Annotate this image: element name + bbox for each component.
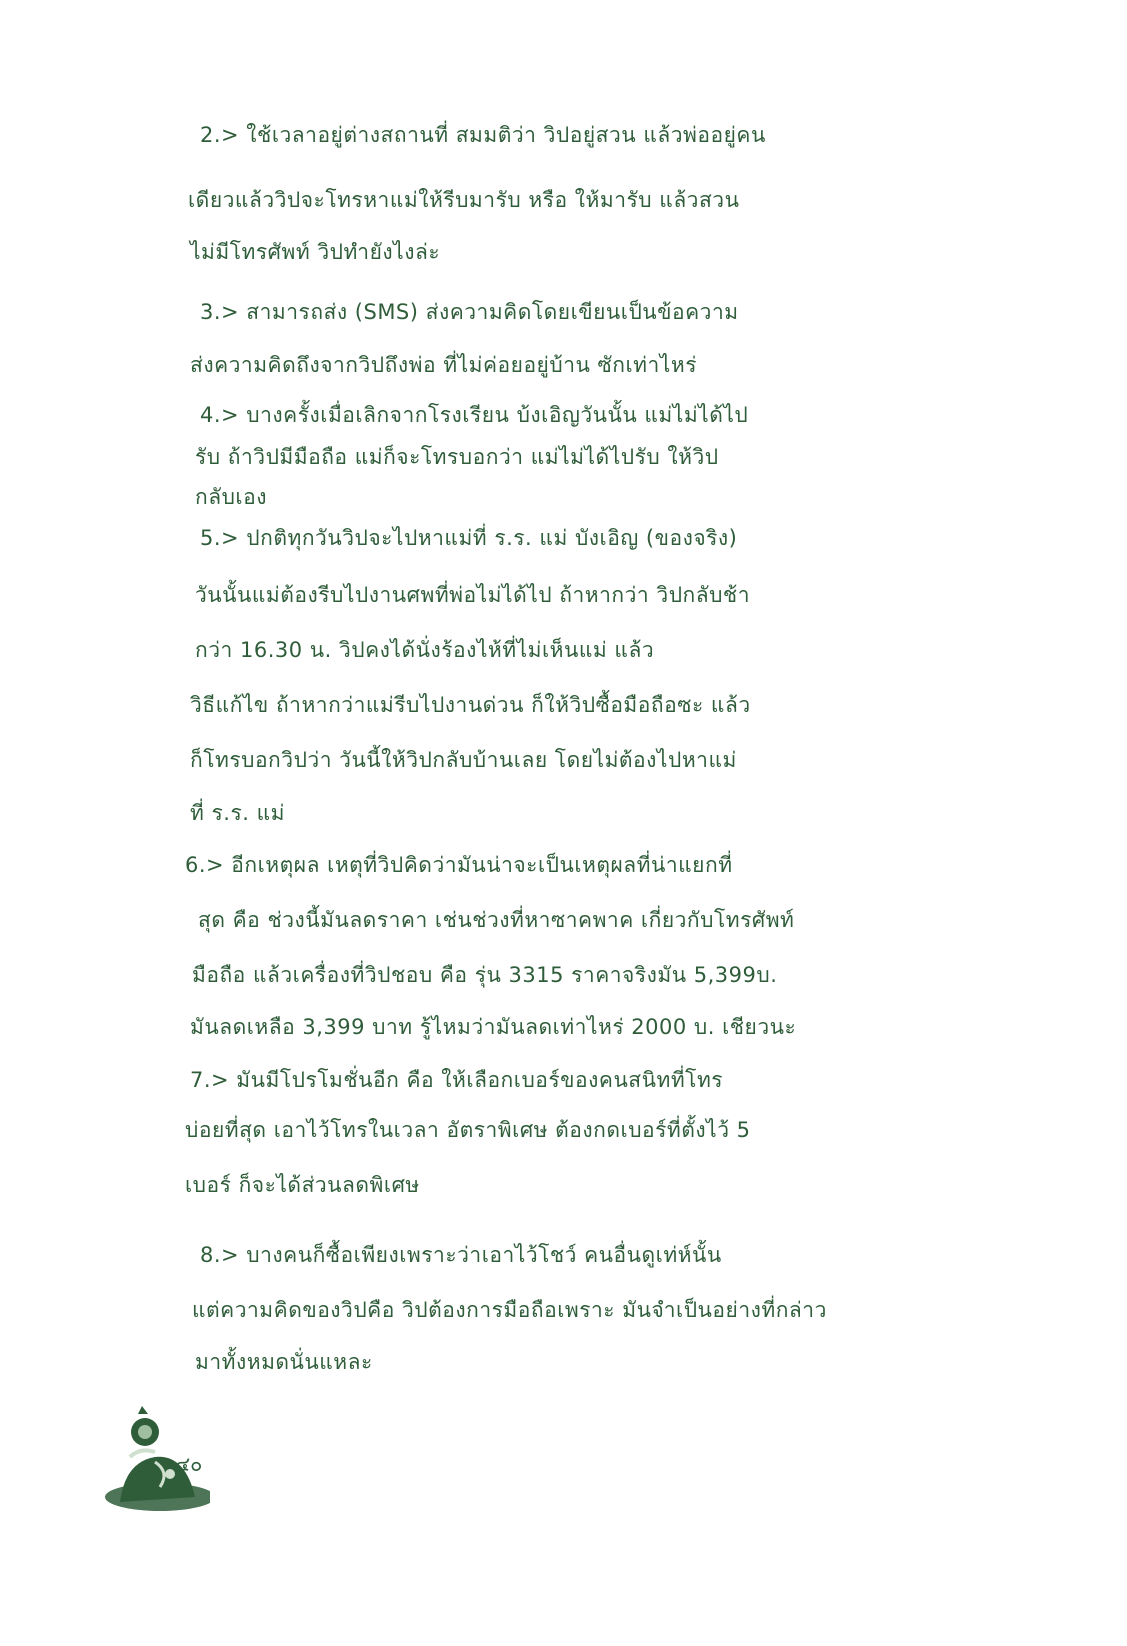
p2-line-2: เดียวแล้ววิปจะโทรหาแม่ให้รีบมารับ หรือ ให้มารับ แล้วสวน: [188, 188, 740, 212]
p7-line-3: เบอร์ ก็จะได้ส่วนลดพิเศษ: [185, 1173, 420, 1197]
p8-line-2: แต่ความคิดของวิปคือ วิปต้องการมือถือเพราะ มันจำเป็นอย่างที่กล่าว: [192, 1298, 827, 1322]
p7-line-2: บ่อยที่สุด เอาไว้โทรในเวลา อัตราพิเศษ ต้องกดเบอร์ที่ตั้งไว้ 5: [185, 1118, 751, 1142]
p5-line-4: วิธีแก้ไข ถ้าหากว่าแม่รีบไปงานด่วน ก็ให้วิปซื้อมือถือซะ แล้ว: [190, 693, 751, 717]
p4-line-2: รับ ถ้าวิปมีมือถือ แม่ก็จะโทรบอกว่า แม่ไม่ได้ไปรับ ให้วิป: [195, 445, 719, 469]
p6-line-2: สุด คือ ช่วงนี้มันลดราคา เช่นช่วงที่หาซาคพาค เกี่ยวกับโทรศัพท์: [198, 908, 795, 932]
p6-line-3: มือถือ แล้วเครื่องที่วิปชอบ คือ รุ่น 3315 ราคาจริงมัน 5,399บ.: [192, 963, 778, 987]
p3-line-2: ส่งความคิดถึงจากวิปถึงพ่อ ที่ไม่ค่อยอยู่บ้าน ซักเท่าไหร่: [190, 353, 697, 377]
p7-line-1: 7.> มันมีโปรโมชั่นอีก คือ ให้เลือกเบอร์ของคนสนิทที่โทร: [190, 1068, 724, 1092]
p8-line-3: มาทั้งหมดนั่นแหละ: [195, 1350, 373, 1374]
p4-line-1: 4.> บางครั้งเมื่อเลิกจากโรงเรียน บ้งเอิญวันนั้น แม่ไม่ได้ไป: [200, 403, 749, 427]
p3-line-1: 3.> สามารถส่ง (SMS) ส่งความคิดโดยเขียนเป็นข้อความ: [200, 300, 739, 324]
p2-line-1: 2.> ใช้เวลาอยู่ต่างสถานที่ สมมติว่า วิปอยู่สวน แล้วพ่ออยู่คน: [200, 123, 766, 147]
page-number: ๔๐: [175, 1452, 203, 1476]
p5-line-3: กว่า 16.30 น. วิปคงได้นั่งร้องไห้ที่ไม่เห็นแม่ แล้ว: [195, 638, 655, 662]
p5-line-1: 5.> ปกติทุกวันวิปจะไปหาแม่ที่ ร.ร. แม่ บังเอิญ (ของจริง): [200, 526, 738, 550]
p2-line-3: ไม่มีโทรศัพท์ วิปทำยังไงล่ะ: [190, 240, 441, 264]
p6-line-1: 6.> อีกเหตุผล เหตุที่วิปคิดว่ามันน่าจะเป็นเหตุผลที่น่าแยกที่: [185, 853, 733, 877]
p6-line-4: มันลดเหลือ 3,399 บาท รู้ไหมว่ามันลดเท่าไหร่ 2000 บ. เชียวนะ: [190, 1015, 797, 1039]
p5-line-6: ที่ ร.ร. แม่: [190, 801, 285, 825]
p4-line-3: กลับเอง: [195, 485, 267, 509]
p5-line-2: วันนั้นแม่ต้องรีบไปงานศพที่พ่อไม่ได้ไป ถ้าหากว่า วิปกลับช้า: [195, 583, 750, 607]
p8-line-1: 8.> บางคนก็ซื้อเพียงเพราะว่าเอาไว้โชว์ คนอื่นดูเท่ห์นั้น: [200, 1243, 722, 1267]
p5-line-5: ก็โทรบอกวิปว่า วันนี้ให้วิปกลับบ้านเลย โดยไม่ต้องไปหาแม่: [190, 748, 737, 772]
